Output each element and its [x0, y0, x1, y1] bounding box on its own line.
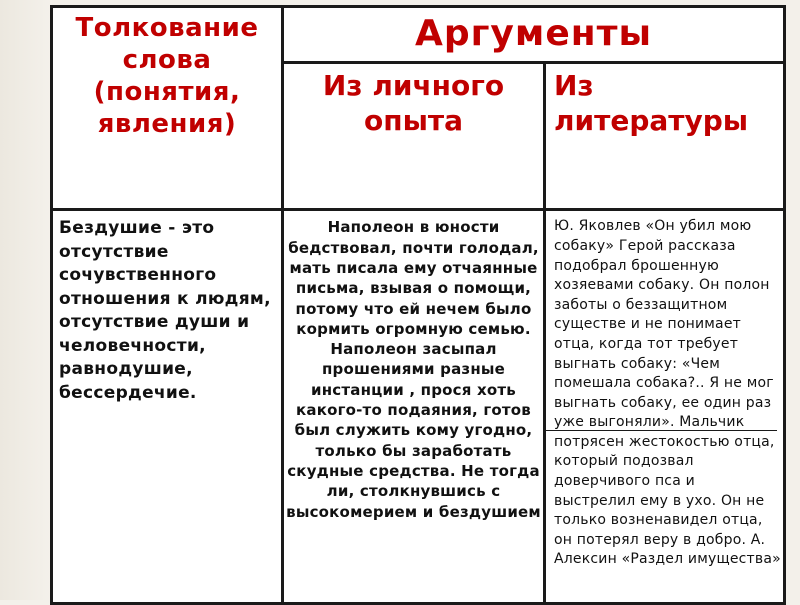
interpretation-header-cell: [52, 7, 283, 210]
personal-header-cell: [283, 62, 545, 209]
slide-background: [0, 0, 52, 600]
interpretation-cell: [52, 210, 283, 604]
interpretation-header: Толкование слова (понятия, явления): [75, 13, 259, 139]
literature-text: Ю. Яковлев «Он убил мою собаку» Герой рассказа подобрал брошенную хозяевами собаку. Он полон заботы о беззащитном существе и не понимает отца, когда тот требует выгнать собаку: «Чем помешала собака?.. Я не мог выгнать собаку, ее один раз уже выгоняли». Мальчик потрясен жестокостью отца, который подозвал доверчивого пса и выстрелил ему в ухо. Он не только возненавидел отца, он потерял веру в добро. А. Алексин «Раздел имущества»: [554, 218, 781, 568]
personal-experience-text: Наполеон в юности бедствовал, почти голодал, мать писала ему отчаянные письма, взывая о помощи, потому что ей нечем было кормить огромную семью. Наполеон засыпал прошениями разные инстанции , прося хоть какого-то подаяния, готов был служить кому угодно, только бы заработать скудные средства. Не тогда ли, столкнувшись с высокомерием и бездушием: [286, 218, 541, 521]
personal-experience-cell: [283, 210, 545, 604]
arguments-header: Аргументы: [414, 13, 653, 54]
arguments-header-cell: [283, 7, 785, 63]
literature-header-cell: [545, 62, 785, 209]
arguments-table: [50, 5, 786, 605]
literature-header: Из литературы: [554, 68, 749, 137]
literature-cell: [545, 210, 785, 604]
divider-line: [545, 430, 777, 431]
personal-experience-header: Из личного опыта: [322, 68, 505, 137]
interpretation-text: Бездушие - это отсутствие сочувственного отношения к людям, отсутствие души и человечности, равнодушие, бессердечие.: [59, 218, 271, 403]
